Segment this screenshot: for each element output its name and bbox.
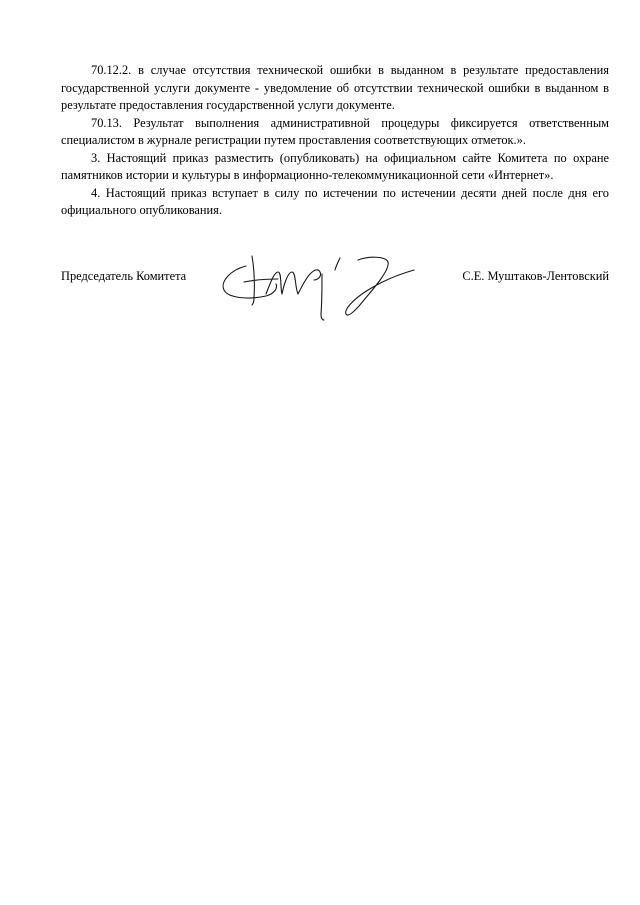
signature-stroke-tick <box>335 258 340 270</box>
paragraph-3-publication: 3. Настоящий приказ разместить (опубликовать) на официальном сайте Комитета по охране памятников истории и культуры в информационно-телекоммуникационной сети «Интернет». <box>61 150 609 182</box>
handwritten-signature <box>218 244 418 324</box>
signature-stroke-descender <box>321 274 324 320</box>
signature-stroke-loop <box>223 266 276 298</box>
paragraph-70-12-2: 70.12.2. в случае отсутствия технической ошибки в выданном в результате предоставления государственной услуги документе - уведомление об отсутствии технической ошибки в выданном в результате предоставления государственной услуги документе. <box>61 63 609 112</box>
signature-stroke-cross <box>244 279 278 282</box>
signature-stroke-hook <box>310 270 321 280</box>
signature-stroke-humps <box>266 272 310 294</box>
document-body <box>61 62 609 220</box>
signatory-position: Председатель Комитета <box>61 269 187 283</box>
signatory-name: С.Е. Муштаков-Лентовский <box>462 269 609 283</box>
paragraph-4-effective-date: 4. Настоящий приказ вступает в силу по истечении по истечении десяти дней после дня его официального опубликования. <box>61 185 609 217</box>
signature-stroke-swash <box>346 257 414 315</box>
paragraph-70-13: 70.13. Результат выполнения административной процедуры фиксируется ответственным специалистом в журнале регистрации путем проставления соответствующих отметок.». <box>61 115 609 147</box>
